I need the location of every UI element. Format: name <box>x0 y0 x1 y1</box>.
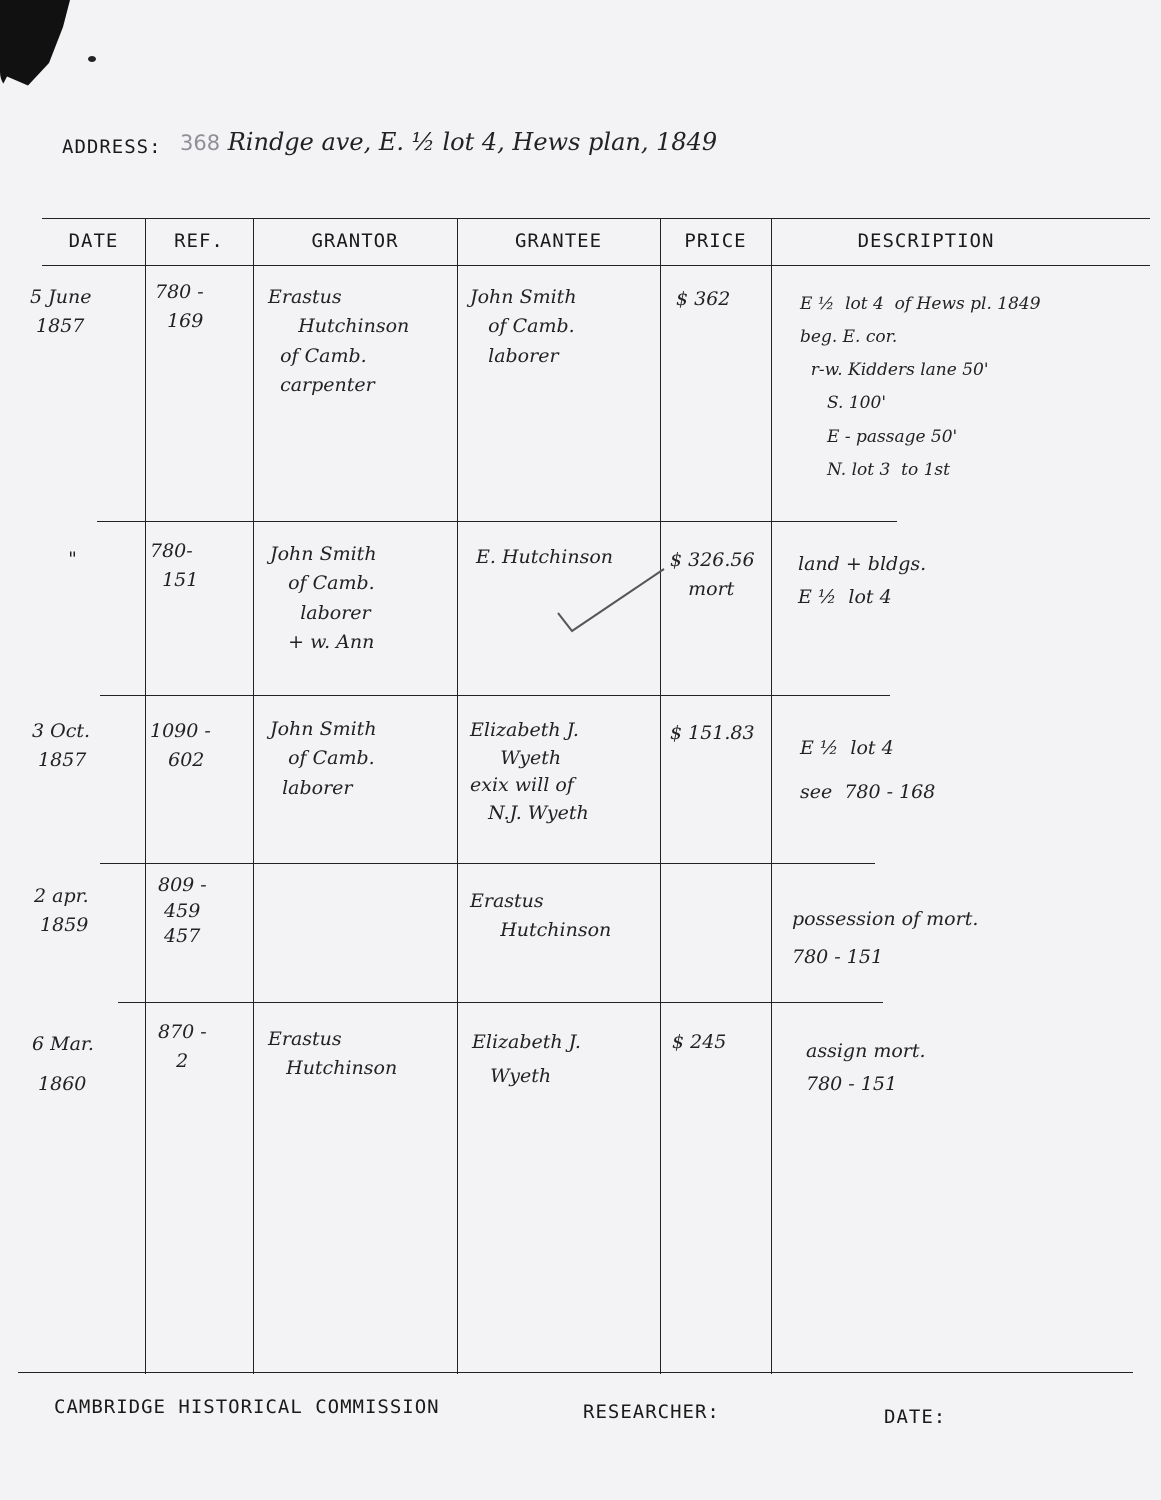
row4-grantee: Erastus Hutchinson <box>470 890 612 942</box>
col-divider <box>771 218 772 1374</box>
row3-grantor: John Smith of Camb. laborer <box>270 718 377 799</box>
row2-price: $ 326.56 mort <box>670 549 755 601</box>
row-rule <box>100 695 890 696</box>
header-ref: REF. <box>174 230 224 252</box>
header-rule <box>42 265 1150 266</box>
row-rule <box>118 1002 883 1003</box>
row3-ref: 1090 - 602 <box>150 720 211 772</box>
footer-researcher-label: RESEARCHER: <box>583 1401 720 1423</box>
row3-description: E ½ lot 4 see 780 - 168 <box>800 737 936 803</box>
footer-date-label: DATE: <box>884 1406 947 1428</box>
header-description: DESCRIPTION <box>857 230 995 252</box>
footer-organization: CAMBRIDGE HISTORICAL COMMISSION <box>54 1396 440 1418</box>
col-divider <box>660 218 661 1374</box>
row-rule <box>97 521 897 522</box>
col-divider <box>145 218 146 1374</box>
row5-grantee: Elizabeth J. Wyeth <box>472 1031 581 1088</box>
row1-price: $ 362 <box>676 288 731 310</box>
col-divider <box>457 218 458 1374</box>
address-field <box>180 128 717 156</box>
row3-date: 3 Oct. 1857 <box>32 720 91 772</box>
col-divider <box>253 218 254 1374</box>
address-value: Rindge ave, E. ½ lot 4, Hews plan, 1849 <box>227 128 718 156</box>
row2-ref: 780- 151 <box>150 540 199 592</box>
header-grantor: GRANTOR <box>311 230 399 252</box>
address-number: 368 <box>180 131 221 155</box>
row2-date: " <box>56 548 77 570</box>
ink-speck <box>88 56 96 62</box>
row1-grantor: Erastus Hutchinson of Camb. carpenter <box>268 286 410 397</box>
torn-corner <box>0 0 70 90</box>
check-mark-icon <box>556 565 666 635</box>
row5-ref: 870 - 2 <box>158 1021 207 1073</box>
header-date: DATE <box>68 230 119 252</box>
row5-date: 6 Mar. 1860 <box>32 1033 94 1095</box>
address-label: ADDRESS: <box>62 136 162 158</box>
row-rule <box>100 863 875 864</box>
row2-grantor: John Smith of Camb. laborer + w. Ann <box>270 543 377 654</box>
row1-date: 5 June 1857 <box>30 286 92 338</box>
row2-description: land + bldgs. E ½ lot 4 <box>798 553 927 609</box>
row2-grantee: E. Hutchinson <box>476 546 614 568</box>
row5-grantor: Erastus Hutchinson <box>268 1028 398 1080</box>
row4-description: possession of mort. 780 - 151 <box>792 908 979 968</box>
row1-grantee: John Smith of Camb. laborer <box>470 286 577 367</box>
header-price: PRICE <box>684 230 747 252</box>
row3-price: $ 151.83 <box>670 722 755 744</box>
table-top-rule <box>42 218 1150 219</box>
row5-price: $ 245 <box>672 1031 727 1053</box>
row4-date: 2 apr. 1859 <box>34 885 89 937</box>
row1-description: E ½ lot 4 of Hews pl. 1849 beg. E. cor. r-w. Kidders lane 50' S. 100' E - passage 50' N. lot 3 to 1st <box>800 294 1041 480</box>
header-grantee: GRANTEE <box>514 230 603 252</box>
row3-grantee: Elizabeth J. Wyeth exix will of N.J. Wyeth <box>470 719 589 824</box>
row5-description: assign mort. 780 - 151 <box>806 1040 926 1096</box>
table-bottom-rule <box>18 1372 1133 1373</box>
row4-ref: 809 - 459 457 <box>158 874 207 948</box>
row1-ref: 780 - 169 <box>155 281 204 333</box>
